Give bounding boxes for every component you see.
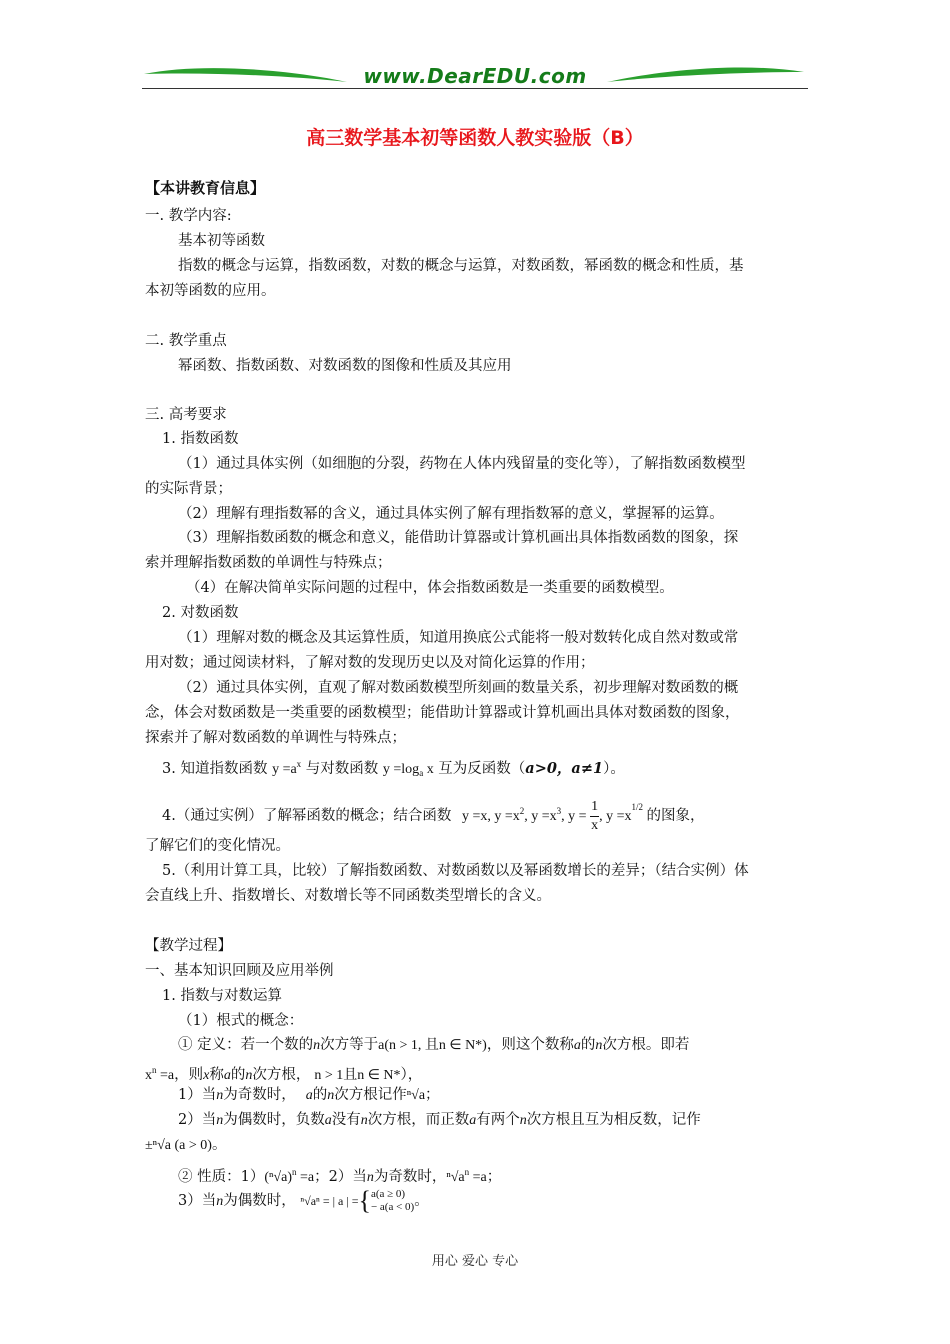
text: 为偶数时， <box>223 1193 296 1209</box>
formula-sup: x <box>296 759 302 769</box>
s3-item-5: 5.（利用计算工具，比较）了解指数函数、对数函数以及幂函数增长的差异；（结合实例）体 <box>162 863 749 879</box>
text: ；2）当 <box>314 1169 367 1185</box>
formula-abs: ⁿ√aⁿ = | a | = <box>300 1194 359 1208</box>
numerator: 1 <box>590 798 599 817</box>
case-top: a(a ≥ 0) <box>370 1188 406 1200</box>
s1-line-1: 基本初等函数 <box>178 233 265 249</box>
s1-heading: 一. 教学内容: <box>145 208 232 224</box>
formula-text: x <box>145 1068 152 1083</box>
formula-text: , y =x <box>599 809 632 824</box>
s3-item-1a: （1）通过具体实例（如细胞的分裂，药物在人体内残留量的变化等），了解指数函数模型 <box>178 456 746 472</box>
brace-icon: { <box>358 1186 371 1215</box>
formula-text: , y = <box>561 809 587 824</box>
s3-item-2b: （2）通过具体实例，直观了解对数函数模型所刻画的数量关系，初步理解对数函数的概 <box>178 680 739 696</box>
var-x: x <box>203 1068 210 1083</box>
root-case-odd <box>178 1085 440 1106</box>
formula-text: ⁿ√a <box>446 1170 465 1185</box>
root-case-even <box>178 1110 701 1131</box>
var-a: a <box>305 1088 313 1103</box>
s3-item-3 <box>162 754 625 783</box>
process-h1: 一、基本知识回顾及应用举例 <box>145 963 334 979</box>
text: 1）当 <box>178 1087 217 1103</box>
text: 为奇数时， <box>223 1087 296 1103</box>
text: ）， <box>400 1067 423 1083</box>
root-definition-line-1 <box>178 1035 689 1056</box>
piecewise-cases <box>371 1188 414 1214</box>
root-case-even-abs <box>178 1188 429 1215</box>
var-n: n <box>216 1194 224 1209</box>
text: 的 <box>312 1087 328 1103</box>
formula-sup: 3 <box>556 806 562 816</box>
text: 次方根，而正数 <box>367 1112 470 1128</box>
text: 次方根， <box>252 1067 311 1083</box>
process-heading: 【教学过程】 <box>145 938 232 954</box>
text: ② 性质：1） <box>178 1169 265 1185</box>
var-a: a <box>324 1113 332 1128</box>
text: 互为反函数（ <box>438 761 526 777</box>
page-footer: 用心 爱心 专心 <box>431 1254 519 1269</box>
formula-text: =a <box>296 1170 315 1185</box>
text: 3）当 <box>178 1193 217 1209</box>
var-n: n <box>595 1038 603 1053</box>
text: ； <box>486 1169 502 1185</box>
formula-sup: n <box>464 1167 470 1177</box>
section-info-heading: 【本讲教育信息】 <box>145 179 266 197</box>
s3-item-5-cont: 会直线上升、指数增长、对数增长等不同函数类型增长的含义。 <box>145 888 551 904</box>
text: 没有 <box>331 1112 361 1128</box>
formula <box>264 1167 315 1185</box>
text: 3. 知道指数函数 <box>162 761 268 777</box>
formula-text: y =x, y =x <box>461 809 520 824</box>
text: 次方根记作 <box>334 1087 407 1103</box>
formula-text: y =a <box>272 762 297 777</box>
formula-text: =a <box>469 1170 487 1185</box>
formula-text: , y =x <box>524 809 557 824</box>
text: ； <box>425 1087 440 1103</box>
var-n: n <box>519 1113 527 1128</box>
formula-text: x <box>426 762 434 777</box>
formula-exp <box>272 759 302 777</box>
var-n: n <box>366 1170 374 1185</box>
var-n: n <box>245 1068 253 1083</box>
root-properties <box>178 1162 501 1188</box>
text: 为奇数时， <box>373 1169 447 1185</box>
root-definition-line-2 <box>145 1060 422 1086</box>
page-title: 高三数学基本初等函数人教实验版（B） <box>306 127 644 149</box>
process-h3: （1）根式的概念： <box>178 1013 304 1029</box>
text: 称 <box>209 1067 224 1083</box>
formula-log <box>383 762 434 777</box>
s1-line-2: 指数的概念与运算，指数函数，对数的概念与运算，对数函数，幂函数的概念和性质，基 <box>178 258 744 274</box>
formula-root: ⁿ√a <box>406 1088 426 1103</box>
formula-text: =a <box>156 1068 175 1083</box>
text: 2）当 <box>178 1112 217 1128</box>
text: 的图象， <box>646 808 705 824</box>
s3-item-2: 2. 对数函数 <box>162 605 239 621</box>
s3-item-1c: （3）理解指数函数的概念和意义，能借助计算器或计算机画出具体指数函数的图象，探 <box>178 530 739 546</box>
var-n: n <box>216 1113 224 1128</box>
s3-item-2b-cont: 念，体会对数函数是一类重要的函数模型；能借助计算器或计算机画出具体对数函数的图象， <box>145 705 740 721</box>
var-a: a <box>573 1038 581 1053</box>
s3-heading: 三. 高考要求 <box>145 407 227 423</box>
s3-item-1b: （2）理解有理指数幂的含义，通过具体实例了解有理指数幂的意义，掌握幂的运算。 <box>178 506 724 522</box>
text: ）。 <box>603 761 625 777</box>
formula-sup: 1/2 <box>631 802 643 812</box>
text: 4.（通过实例）了解幂函数的概念；结合函数 <box>162 808 452 824</box>
fraction <box>590 798 599 835</box>
root-case-even-cont <box>145 1135 226 1156</box>
header-divider <box>142 88 808 89</box>
s3-item-2b-cont2: 探索并了解对数函数的单调性与特殊点； <box>145 730 406 746</box>
denominator: x <box>591 818 599 834</box>
s3-item-2a-cont: 用对数；通过阅读材料，了解对数的发现历史以及对简化运算的作用； <box>145 655 595 671</box>
text: 的 <box>580 1037 596 1053</box>
formula-text: (ⁿ√a) <box>264 1170 292 1185</box>
text: 为偶数时，负数 <box>223 1112 325 1128</box>
case-bottom: − a(a < 0) <box>370 1201 415 1213</box>
text: ，则这个数称 <box>486 1037 574 1053</box>
var-a: a <box>223 1068 231 1083</box>
text: 的 <box>230 1067 246 1083</box>
text: ，则 <box>174 1067 204 1083</box>
text: 次方根且互为相反数，记作 <box>526 1112 701 1128</box>
s1-line-3: 本初等函数的应用。 <box>145 283 276 299</box>
s3-item-4-cont: 了解它们的变化情况。 <box>145 838 290 854</box>
site-logo-text[interactable]: www.DearEDU.com <box>363 64 587 88</box>
var-a: a <box>469 1113 477 1128</box>
process-h2: 1. 指数与对数运算 <box>162 988 282 1004</box>
s2-line-1: 幂函数、指数函数、对数函数的图像和性质及其应用 <box>178 358 512 374</box>
text: 次方根。即若 <box>602 1037 690 1053</box>
text: 。 <box>414 1193 429 1209</box>
formula-power-functions <box>461 799 647 834</box>
s3-item-2a: （1）理解对数的概念及其运算性质，知道用换底公式能将一般对数转化成自然对数或常 <box>178 630 739 646</box>
s3-item-4 <box>162 792 704 835</box>
formula: n > 1且n ∈ N* <box>314 1068 401 1083</box>
formula <box>446 1167 487 1185</box>
formula-sub: a <box>419 768 424 778</box>
s3-item-1c-cont: 索并理解指数函数的单调性与特殊点； <box>145 555 392 571</box>
text: a>0，a≠1 <box>525 760 604 777</box>
text: 次方等于 <box>320 1037 379 1053</box>
formula-sup: n <box>152 1065 157 1075</box>
formula <box>145 1065 175 1083</box>
text: 。 <box>211 1137 227 1153</box>
text: 有两个 <box>476 1112 520 1128</box>
var-n: n <box>360 1113 368 1128</box>
s2-heading: 二. 教学重点 <box>145 333 227 349</box>
text: ① 定义：若一个数的 <box>178 1037 314 1053</box>
formula-root: ±ⁿ√a (a > 0) <box>145 1138 212 1153</box>
formula-sup: 2 <box>519 806 525 816</box>
var-n: n <box>216 1088 224 1103</box>
s3-item-1a-cont: 的实际背景； <box>145 481 232 497</box>
formula-sup: n <box>291 1167 297 1177</box>
site-header-banner <box>142 62 808 94</box>
formula-text: y =log <box>382 762 420 777</box>
var-n: n <box>313 1038 321 1053</box>
text: 与对数函数 <box>305 761 379 777</box>
var-n: n <box>327 1088 335 1103</box>
formula: a(n > 1, 且n ∈ N*) <box>378 1038 487 1053</box>
s3-item-1: 1. 指数函数 <box>162 431 239 447</box>
s3-item-1d: （4）在解决简单实际问题的过程中，体会指数函数是一类重要的函数模型。 <box>186 580 674 596</box>
